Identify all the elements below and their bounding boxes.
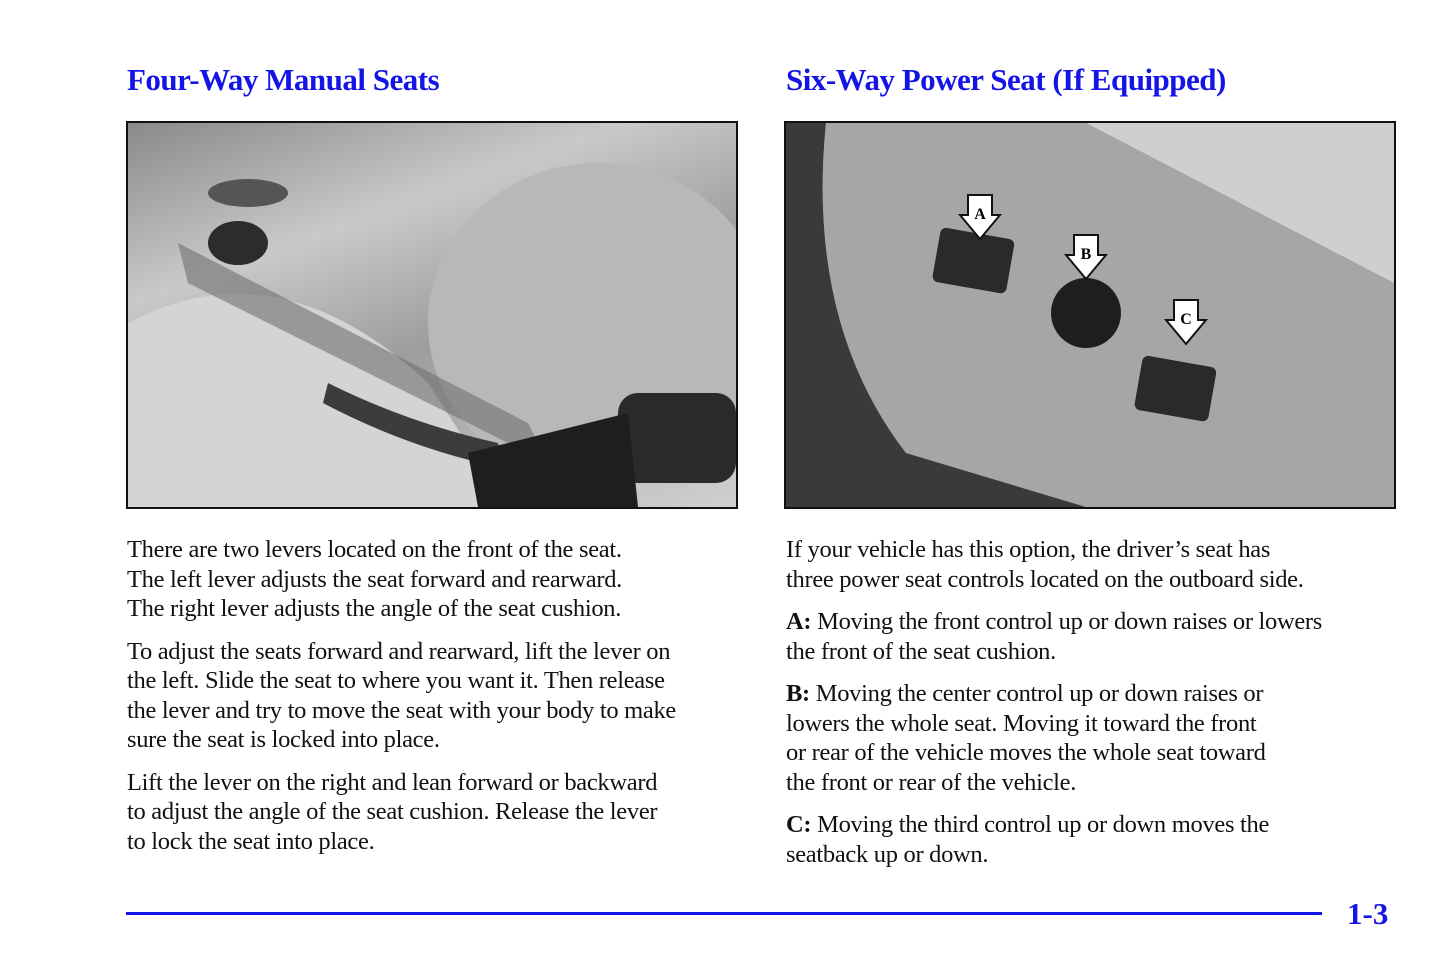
power-seat-photo [784, 121, 1396, 509]
text-line: To adjust the seats forward and rearward, lift the lever on [127, 637, 671, 665]
text-line: Moving the third control up or down moves the [811, 811, 1270, 838]
text-line: Lift the lever on the right and lean forward or backward [127, 768, 658, 796]
text-line: to lock the seat into place. [127, 827, 375, 855]
text-line: or rear of the vehicle moves the whole seat toward [786, 739, 1266, 766]
text-line: sure the seat is locked into place. [127, 726, 440, 753]
power-seat-text [786, 535, 1406, 882]
paragraph [786, 535, 1406, 594]
item-label: C: [786, 811, 812, 838]
text-line: the left. Slide the seat to where you want it. Then release [127, 667, 665, 694]
svg-text:C: C [1180, 311, 1192, 328]
text-line: three power seat controls located on the outboard side. [786, 565, 1304, 593]
paragraph [127, 637, 747, 755]
footer-rule [126, 912, 1322, 915]
text-line: to adjust the angle of the seat cushion. Release the lever [127, 798, 658, 825]
manual-seat-photo [126, 121, 738, 509]
text-line: the front or rear of the vehicle. [786, 768, 1077, 796]
control-c-description [786, 810, 1406, 869]
text-line: the lever and try to move the seat with your body to make [127, 696, 676, 724]
text-line: If your vehicle has this option, the driver’s seat has [786, 536, 1271, 563]
text-line: The left lever adjusts the seat forward and rearward. [127, 565, 622, 593]
section-heading-six-way: Six-Way Power Seat (If Equipped) [786, 62, 1226, 97]
text-line: lowers the whole seat. Moving it toward the front [786, 709, 1257, 737]
paragraph [127, 768, 747, 857]
item-label: A: [786, 608, 812, 635]
control-a-description [786, 607, 1406, 666]
manual-seat-illustration [128, 123, 736, 507]
text-line: the front of the seat cushion. [786, 637, 1056, 665]
callout-b [1064, 233, 1108, 281]
manual-seats-text [127, 535, 747, 869]
paragraph [127, 535, 747, 624]
text-line: Moving the center control up or down raises or [809, 680, 1264, 707]
section-heading-four-way: Four-Way Manual Seats [127, 62, 440, 97]
svg-text:A: A [974, 206, 986, 223]
text-line: seatback up or down. [786, 840, 989, 868]
callout-c [1164, 298, 1208, 346]
svg-text:B: B [1080, 246, 1092, 263]
callout-a [958, 193, 1002, 241]
page-number: 1-3 [1347, 896, 1389, 931]
text-line: There are two levers located on the front of the seat. [127, 536, 622, 563]
power-seat-illustration [786, 123, 1394, 507]
control-b-description [786, 679, 1406, 797]
item-label: B: [786, 680, 810, 707]
text-line: The right lever adjusts the angle of the seat cushion. [127, 595, 622, 622]
text-line: Moving the front control up or down raises or lowers [811, 608, 1323, 635]
